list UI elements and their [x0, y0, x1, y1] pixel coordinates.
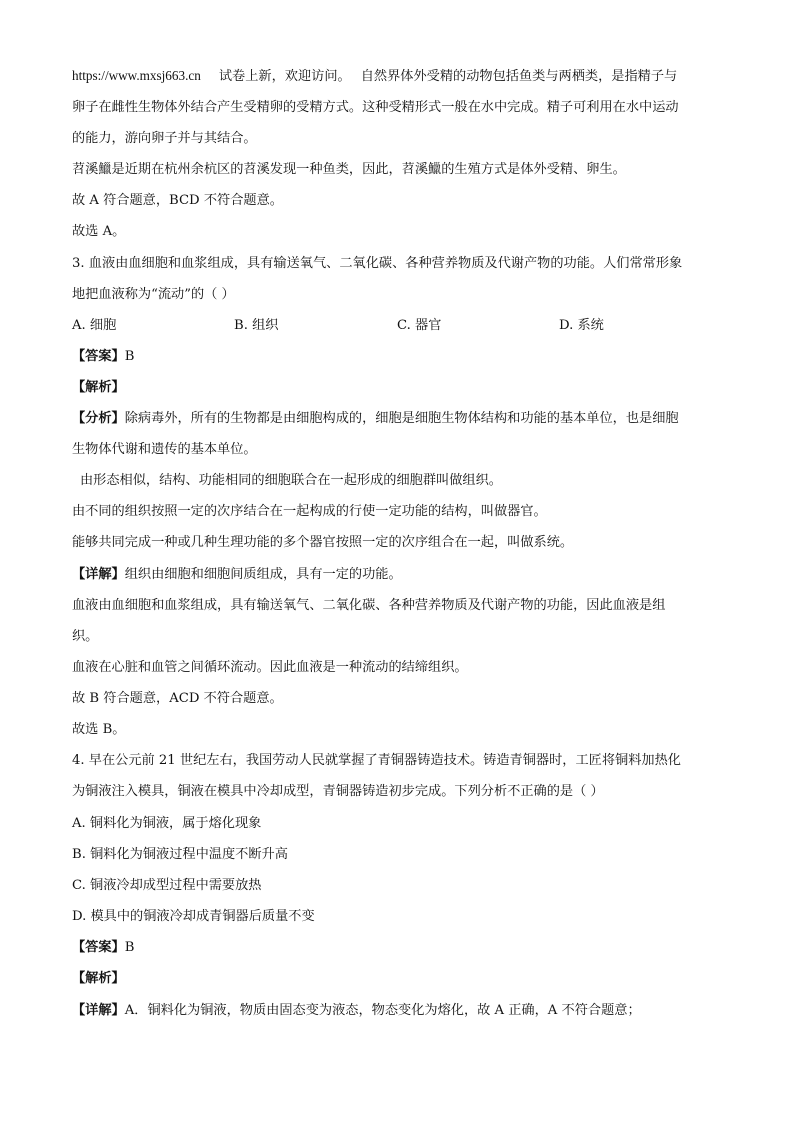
q4-option-a: A. 铜料化为铜液，属于熔化现象 [72, 816, 262, 831]
q4-detail-line [72, 1002, 732, 1020]
detail-tag: 【详解】 [72, 567, 125, 582]
q3-options [72, 317, 732, 335]
q3-fenxi-line: 生物体代谢和遗传的基本单位。 [72, 442, 257, 457]
q3-option-a: A. 细胞 [72, 318, 117, 333]
q4-stem-line: 4. 早在公元前 21 世纪左右，我国劳动人民就掌握了青铜器铸造技术。铸造青铜器时，工匠将铜料加热化 [72, 753, 681, 768]
q3-answer-line [72, 348, 732, 366]
q4-stem-line: 为铜液注入模具，铜液在模具中冷却成型，青铜器铸造初步完成。下列分析不正确的是（ ） [72, 784, 604, 799]
site-notice: 试卷上新，欢迎访问。 [218, 69, 351, 84]
intro-line: 卵子在雌性生物体外结合产生受精卵的受精方式。这种受精形式一般在水中完成。精子可利用在水中运动 [72, 100, 679, 115]
site-url[interactable]: https://www.mxsj663.cn [72, 68, 201, 83]
header-line [72, 67, 732, 86]
analysis-tag: 【解析】 [72, 380, 125, 395]
fenxi-text: 除病毒外，所有的生物都是由细胞构成的，细胞是细胞生物体结构和功能的基本单位，也是细胞 [124, 411, 679, 426]
q3-analysis-tag [72, 379, 732, 397]
intro-line: 故 A 符合题意，BCD 不符合题意。 [72, 193, 283, 208]
detail-tag: 【详解】 [72, 1003, 125, 1018]
q3-detail-line: 血液由血细胞和血浆组成，具有输送氧气、二氧化碳、各种营养物质及代谢产物的功能，因此血液是组 [72, 598, 666, 613]
answer-tag: 【答案】 [72, 940, 125, 955]
q3-extra-line: 由形态相似，结构、功能相同的细胞联合在一起形成的细胞群叫做组织。 [80, 473, 502, 488]
q3-extra-line: 由不同的组织按照一定的次序结合在一起构成的行使一定功能的结构，叫做器官。 [72, 504, 547, 519]
answer-tag: 【答案】 [72, 349, 125, 364]
q3-detail-line: 血液在心脏和血管之间循环流动。因此血液是一种流动的结缔组织。 [72, 660, 468, 675]
q4-option-b: B. 铜料化为铜液过程中温度不断升高 [72, 847, 288, 862]
q4-analysis-tag [72, 970, 732, 988]
answer-value: B [124, 940, 135, 955]
intro-line: 的能力，游向卵子并与其结合。 [72, 131, 257, 146]
answer-value: B [124, 349, 135, 364]
intro-line: 苕溪鱲是近期在杭州余杭区的苕溪发现一种鱼类，因此，苕溪鱲的生殖方式是体外受精、卵生。 [72, 162, 626, 177]
q3-option-c: C. 器官 [397, 318, 442, 333]
analysis-tag: 【解析】 [72, 971, 125, 986]
q3-fenxi-line [72, 410, 732, 428]
q3-detail-line: 故选 B。 [72, 722, 126, 737]
q3-option-d: D. 系统 [559, 318, 604, 333]
q3-stem-line: 3. 血液由血细胞和血浆组成，具有输送氧气、二氧化碳、各种营养物质及代谢产物的功能。人们常常形象 [72, 256, 683, 271]
intro-line: 故选 A。 [72, 224, 126, 239]
q4-option-c: C. 铜液冷却成型过程中需要放热 [72, 878, 262, 893]
q3-extra-line: 能够共同完成一种或几种生理功能的多个器官按照一定的次序组合在一起，叫做系统。 [72, 535, 574, 550]
detail-text: 组织由细胞和细胞间质组成，具有一定的功能。 [124, 567, 402, 582]
q3-option-b: B. 组织 [234, 318, 279, 333]
q3-detail-line: 故 B 符合题意，ACD 不符合题意。 [72, 691, 283, 706]
q4-option-d: D. 模具中的铜液冷却成青铜器后质量不变 [72, 909, 315, 924]
detail-text: A．铜料化为铜液，物质由固态变为液态，物态变化为熔化，故 A 正确，A 不符合题意； [124, 1003, 641, 1018]
q3-stem-line: 地把血液称为“流动”的（ ） [72, 287, 235, 302]
q3-detail-line: 织。 [72, 629, 99, 644]
fenxi-tag: 【分析】 [72, 411, 125, 426]
q4-answer-line [72, 939, 732, 957]
header-text: 自然界体外受精的动物包括鱼类与两栖类，是指精子与 [360, 69, 678, 84]
q3-detail-line [72, 566, 732, 584]
